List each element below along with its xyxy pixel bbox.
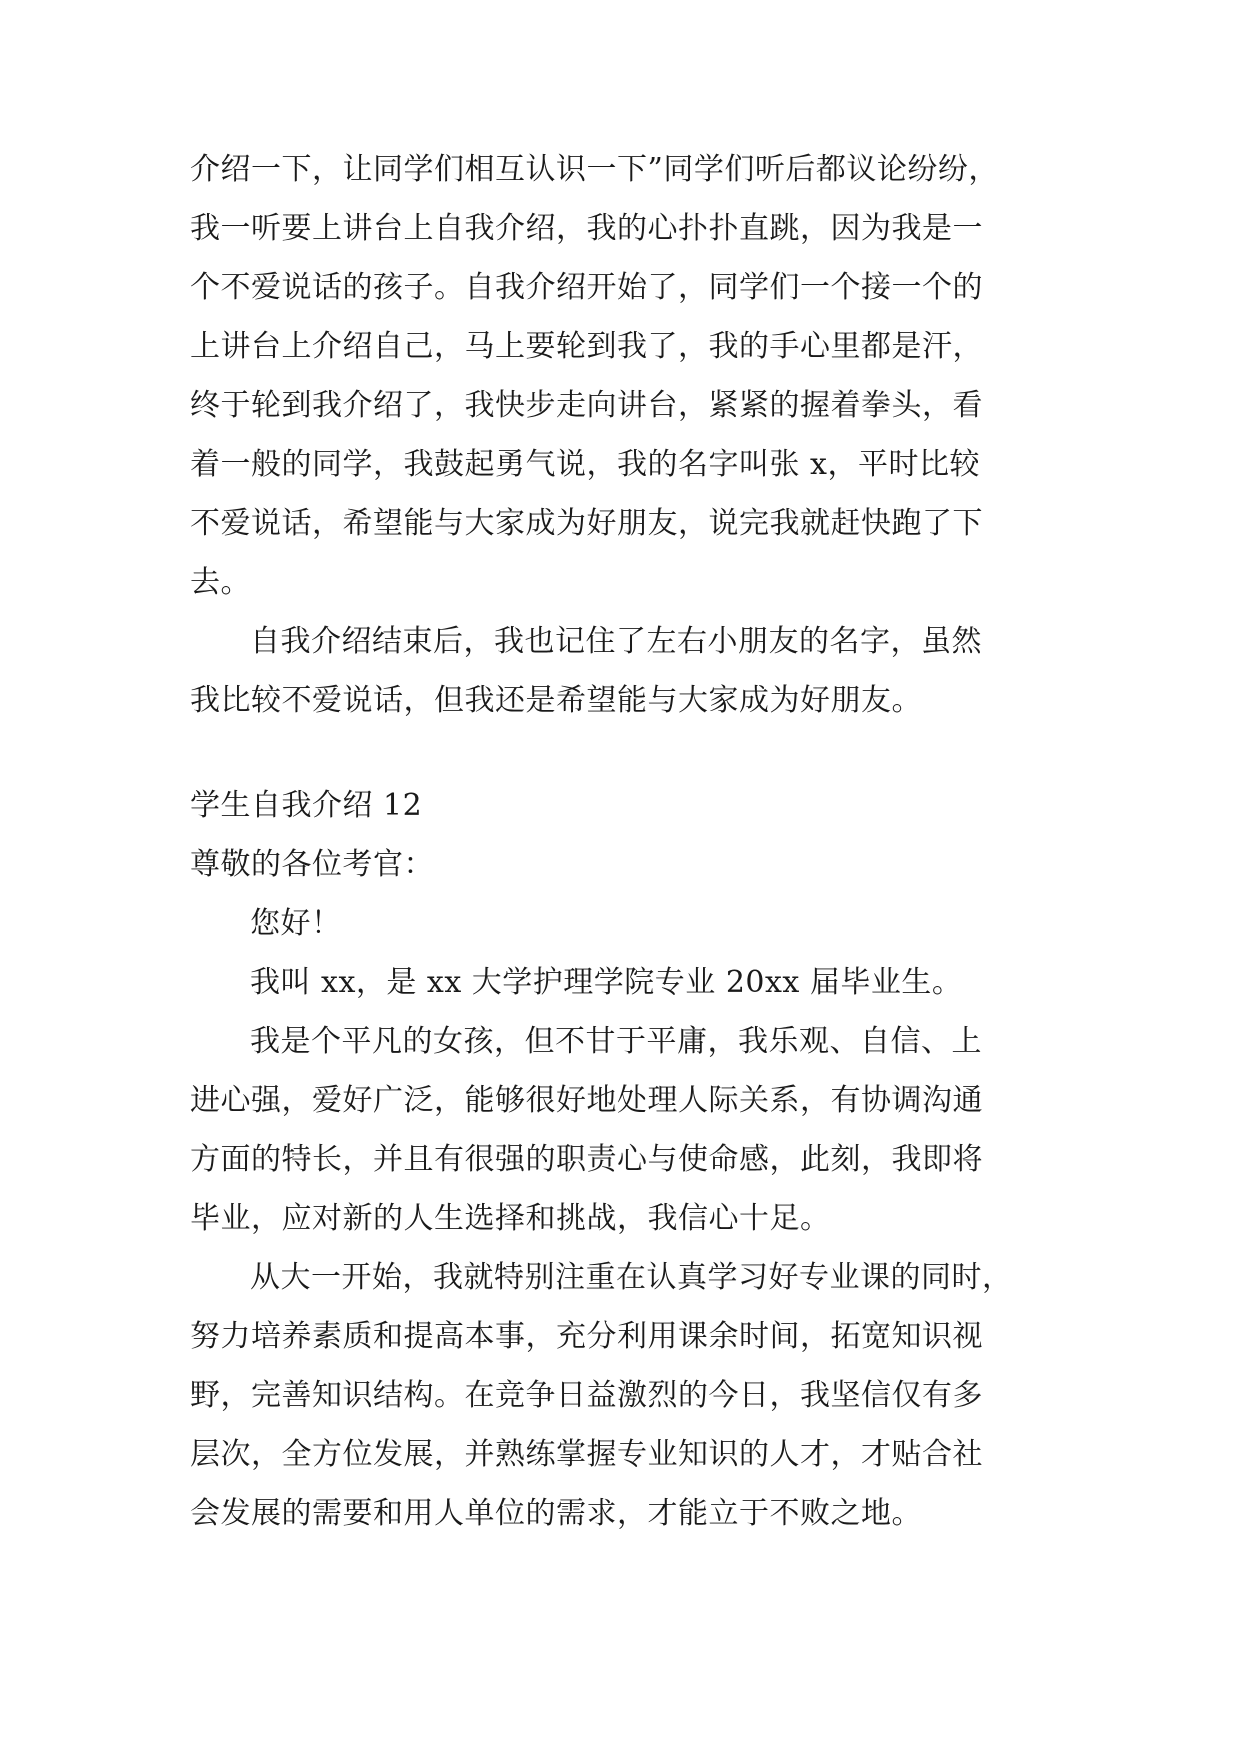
paragraph-line: 我是个平凡的女孩，但不甘于平庸，我乐观、自信、上 <box>250 1024 982 1059</box>
paragraph-line: 层次，全方位发展，并熟练掌握专业知识的人才，才贴合社 <box>190 1437 983 1472</box>
section-title: 学生自我介绍 12 <box>190 788 423 823</box>
paragraph-line: 去。 <box>190 565 251 600</box>
paragraph-line: 进心强，爱好广泛，能够很好地处理人际关系，有协调沟通 <box>190 1083 983 1118</box>
paragraph-line: 不爱说话，希望能与大家成为好朋友，说完我就赶快跑了下 <box>190 506 983 541</box>
salutation: 尊敬的各位考官： <box>190 847 434 882</box>
paragraph-line: 毕业，应对新的人生选择和挑战，我信心十足。 <box>190 1201 831 1236</box>
greeting: 您好！ <box>250 906 342 941</box>
paragraph-line: 从大一开始，我就特别注重在认真学习好专业课的同时， <box>250 1260 1013 1295</box>
paragraph-line: 方面的特长，并且有很强的职责心与使命感，此刻，我即将 <box>190 1142 983 1177</box>
paragraph-line: 我比较不爱说话，但我还是希望能与大家成为好朋友。 <box>190 683 922 718</box>
paragraph-line: 我一听要上讲台上自我介绍，我的心扑扑直跳，因为我是一 <box>190 211 983 246</box>
paragraph-line: 会发展的需要和用人单位的需求，才能立于不败之地。 <box>190 1496 922 1531</box>
paragraph-line: 野，完善知识结构。在竞争日益激烈的今日，我坚信仅有多 <box>190 1378 983 1413</box>
paragraph-line: 终于轮到我介绍了，我快步走向讲台，紧紧的握着拳头，看 <box>190 388 983 423</box>
paragraph-line: 我叫 xx，是 xx 大学护理学院专业 20xx 届毕业生。 <box>250 965 963 1000</box>
paragraph-line: 自我介绍结束后，我也记住了左右小朋友的名字，虽然 <box>250 624 982 659</box>
paragraph-line: 着一般的同学，我鼓起勇气说，我的名字叫张 x，平时比较 <box>190 447 980 482</box>
paragraph-line: 个不爱说话的孩子。自我介绍开始了，同学们一个接一个的 <box>190 270 983 305</box>
paragraph-line: 介绍一下，让同学们相互认识一下”同学们听后都议论纷纷， <box>190 152 999 187</box>
paragraph-line: 上讲台上介绍自己，马上要轮到我了，我的手心里都是汗， <box>190 329 983 364</box>
paragraph-line: 努力培养素质和提高本事，充分利用课余时间，拓宽知识视 <box>190 1319 983 1354</box>
